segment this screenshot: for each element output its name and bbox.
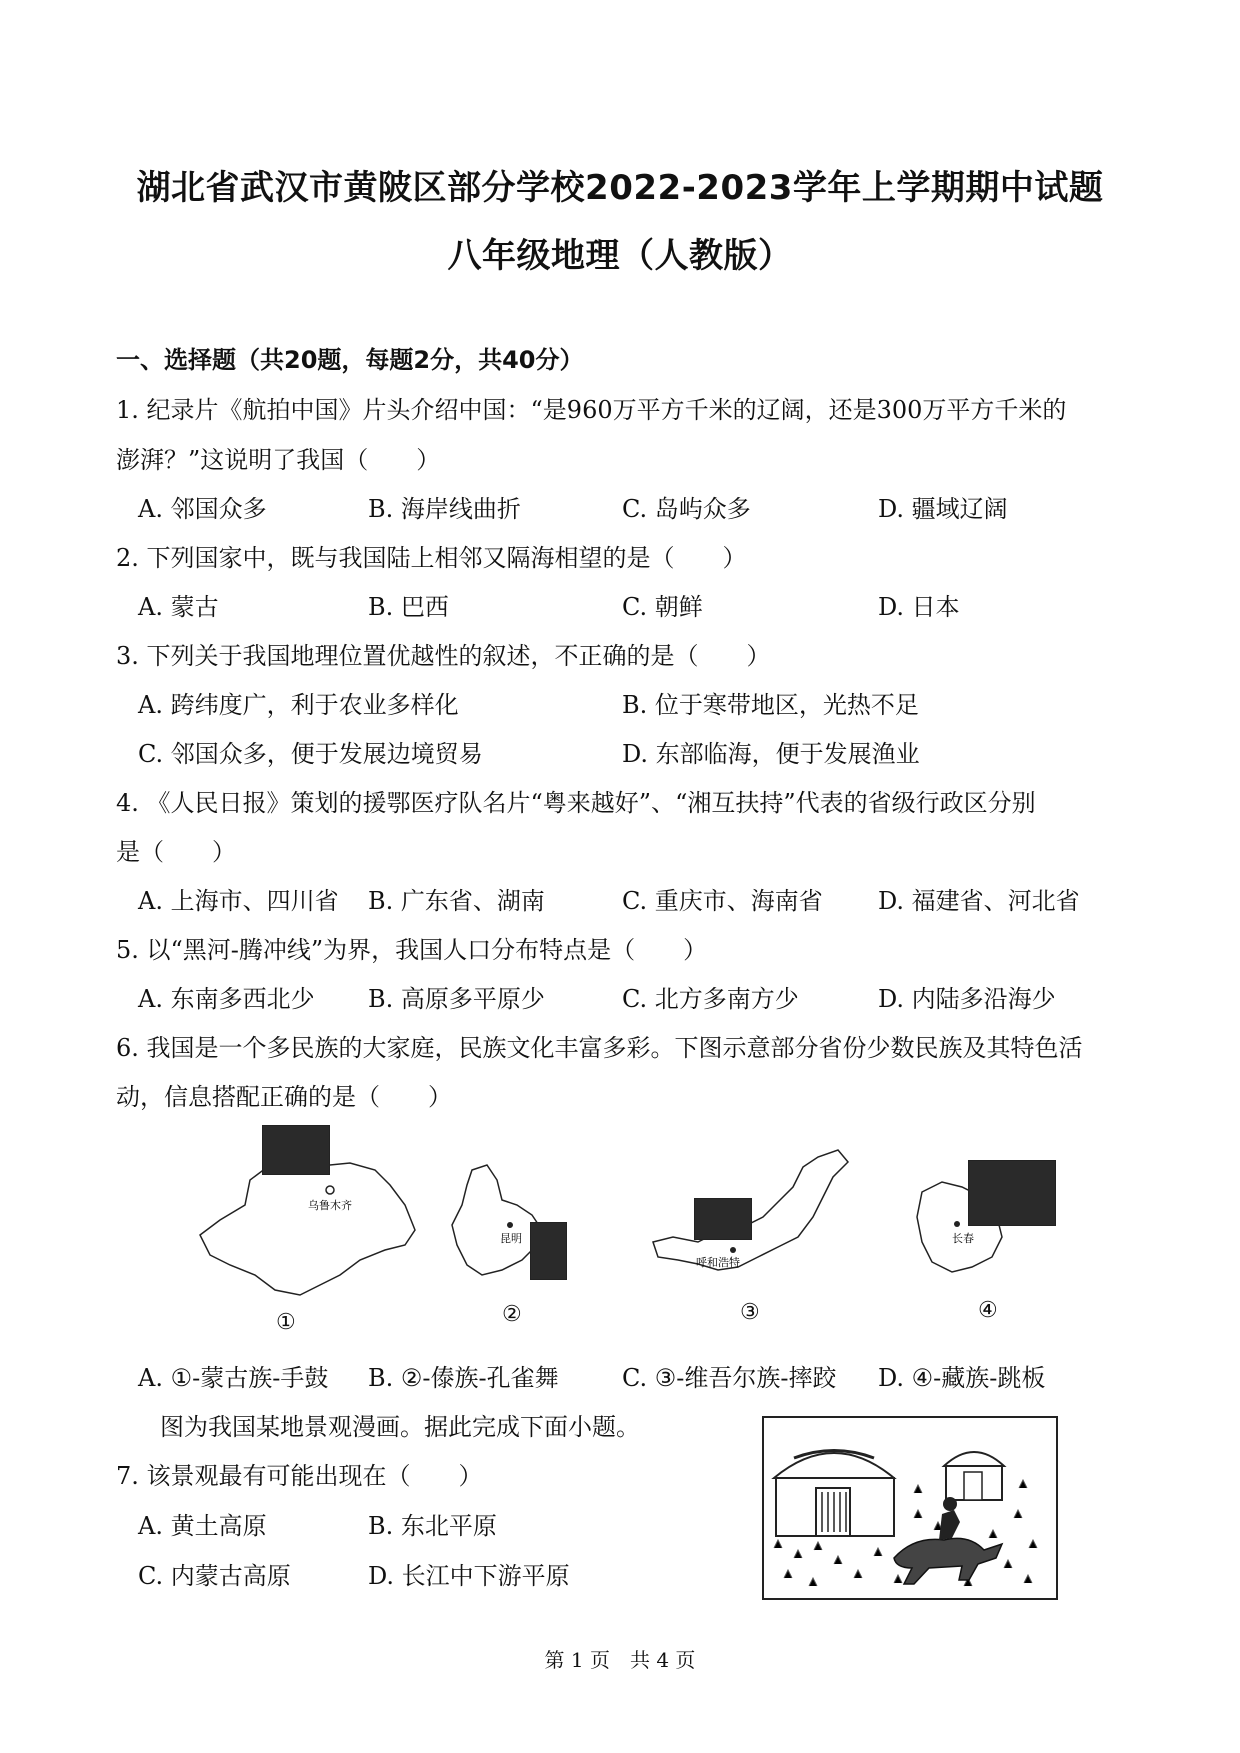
q2-option-b[interactable]: B. 巴西 [368, 593, 449, 621]
small-yurt-icon [944, 1452, 1004, 1466]
q2-option-a[interactable]: A. 蒙古 [138, 593, 219, 621]
q7-intro: 图为我国某地景观漫画。据此完成下面小题。 [160, 1413, 640, 1441]
q3-option-b[interactable]: B. 位于寒带地区，光热不足 [622, 691, 919, 719]
photo-wrestling [694, 1198, 752, 1240]
section-heading: 一、选择题（共20题，每题2分，共40分） [116, 346, 584, 374]
q4-option-a[interactable]: A. 上海市、四川省 [138, 887, 339, 915]
q4-option-b[interactable]: B. 广东省、湖南 [368, 887, 545, 915]
q6-stem-line2: 动，信息搭配正确的是（ ） [116, 1083, 452, 1111]
yurt-roof-icon [774, 1453, 894, 1478]
q1-option-c[interactable]: C. 岛屿众多 [622, 495, 751, 523]
map2-number: ② [502, 1302, 522, 1327]
yurt-grassland-illustration [764, 1418, 1056, 1598]
landscape-cartoon [762, 1416, 1058, 1600]
yurt-door-icon [816, 1488, 850, 1536]
q6-option-b[interactable]: B. ②-傣族-孔雀舞 [368, 1364, 559, 1392]
q7-option-d[interactable]: D. 长江中下游平原 [368, 1562, 570, 1590]
q3-stem-line1: 3. 下列关于我国地理位置优越性的叙述，不正确的是（ ） [116, 642, 771, 670]
q7-stem-line1: 7. 该景观最有可能出现在（ ） [116, 1462, 483, 1490]
q2-option-d[interactable]: D. 日本 [878, 593, 960, 621]
map1-number: ① [276, 1310, 296, 1335]
map2-city-label: 昆明 [500, 1232, 522, 1245]
city-dot-icon [326, 1186, 334, 1194]
q4-option-d[interactable]: D. 福建省、河北省 [878, 887, 1080, 915]
page-footer: 第 1 页 共 4 页 [544, 1648, 696, 1672]
q1-option-d[interactable]: D. 疆域辽阔 [878, 495, 1008, 523]
city-dot-icon [954, 1221, 960, 1227]
q7-option-b[interactable]: B. 东北平原 [368, 1512, 497, 1540]
q1-option-a[interactable]: A. 邻国众多 [138, 495, 267, 523]
q4-option-c[interactable]: C. 重庆市、海南省 [622, 887, 823, 915]
photo-peacock-dance [530, 1222, 567, 1280]
exam-subtitle: 八年级地理（人教版） [447, 236, 793, 276]
horse-icon [894, 1538, 1002, 1584]
q7-option-a[interactable]: A. 黄土高原 [138, 1512, 267, 1540]
city-dot-icon [507, 1222, 513, 1228]
q5-option-d[interactable]: D. 内陆多沿海少 [878, 985, 1056, 1013]
exam-title: 湖北省武汉市黄陂区部分学校2022-2023学年上学期期中试题 [136, 168, 1104, 208]
map4-number: ④ [978, 1298, 998, 1323]
q3-option-c[interactable]: C. 邻国众多，便于发展边境贸易 [138, 740, 483, 768]
q3-option-d[interactable]: D. 东部临海，便于发展渔业 [622, 740, 920, 768]
photo-hand-drum [262, 1125, 330, 1175]
q1-stem-line2: 澎湃？”这说明了我国（ ） [116, 446, 441, 474]
q6-option-c[interactable]: C. ③-维吾尔族-摔跤 [622, 1364, 837, 1392]
q5-option-c[interactable]: C. 北方多南方少 [622, 985, 799, 1013]
q6-stem-line1: 6. 我国是一个多民族的大家庭，民族文化丰富多彩。下图示意部分省份少数民族及其特色活 [116, 1034, 1083, 1062]
q2-option-c[interactable]: C. 朝鲜 [622, 593, 703, 621]
q3-option-a[interactable]: A. 跨纬度广，利于农业多样化 [138, 691, 459, 719]
q5-option-a[interactable]: A. 东南多西北少 [138, 985, 315, 1013]
q1-option-b[interactable]: B. 海岸线曲折 [368, 495, 521, 523]
q7-option-c[interactable]: C. 内蒙古高原 [138, 1562, 291, 1590]
photo-seesaw-jump [968, 1160, 1056, 1226]
q4-stem-line2: 是（ ） [116, 838, 236, 866]
q2-stem-line1: 2. 下列国家中，既与我国陆上相邻又隔海相望的是（ ） [116, 544, 747, 572]
map1-city-label: 乌鲁木齐 [308, 1199, 352, 1212]
map3-number: ③ [740, 1300, 760, 1325]
city-dot-icon [730, 1247, 736, 1253]
q5-option-b[interactable]: B. 高原多平原少 [368, 985, 545, 1013]
q5-stem-line1: 5. 以“黑河-腾冲线”为界，我国人口分布特点是（ ） [116, 936, 708, 964]
rider-icon [939, 1510, 960, 1540]
q1-stem-line1: 1. 纪录片《航拍中国》片头介绍中国：“是960万平方千米的辽阔，还是300万平方千米的 [116, 396, 1067, 424]
map-inner-mongolia [648, 1142, 858, 1282]
map4-city-label: 长春 [952, 1232, 974, 1245]
q6-option-a[interactable]: A. ①-蒙古族-手鼓 [138, 1364, 329, 1392]
q6-option-d[interactable]: D. ④-藏族-跳板 [878, 1364, 1046, 1392]
map3-city-label: 呼和浩特 [696, 1256, 740, 1269]
q4-stem-line1: 4. 《人民日报》策划的援鄂医疗队名片“粤来越好”、“湘互扶持”代表的省级行政区分别 [116, 789, 1036, 817]
